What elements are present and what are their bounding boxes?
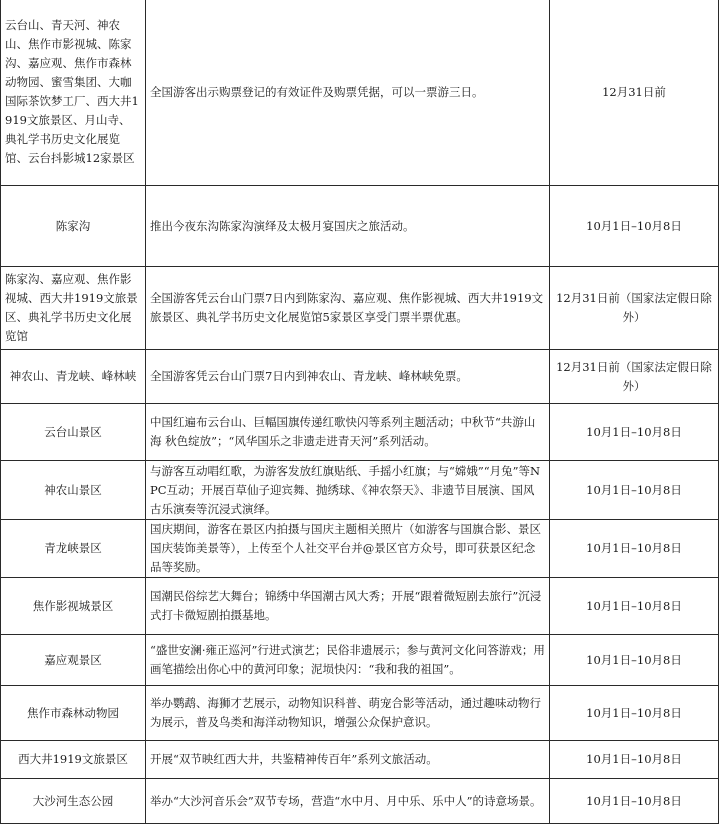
date-cell: 10月1日–10月8日 [550, 578, 719, 635]
table-row [1, 186, 719, 267]
site-cell: 陈家沟 [1, 186, 146, 267]
site-cell: 云台山、青天河、神农山、焦作市影视城、陈家沟、嘉应观、焦作市森林动物园、蜜雪集团、大咖国际茶饮梦工厂、西大井1919文旅景区、月山寺、典礼学书历史文化展览馆、云台抖影城12家景区 [1, 0, 146, 186]
site-cell: 云台山景区 [1, 404, 146, 461]
table-row [1, 520, 719, 578]
site-cell: 焦作影视城景区 [1, 578, 146, 635]
table-row [1, 686, 719, 741]
detail-cell: 国潮民俗综艺大舞台；锦绣中华国潮古风大秀；开展“跟着微短剧去旅行”沉浸式打卡微短剧拍摄基地。 [146, 578, 550, 635]
site-cell: 神农山、青龙峡、峰林峡 [1, 350, 146, 404]
site-cell: 西大井1919文旅景区 [1, 741, 146, 779]
table-row [1, 578, 719, 635]
table-row [1, 741, 719, 779]
date-cell: 12月31日前 [550, 0, 719, 186]
table-row [1, 0, 719, 186]
detail-cell: 开展“双节映红西大井，共鉴精神传百年”系列文旅活动。 [146, 741, 550, 779]
table-row [1, 635, 719, 686]
site-cell: 陈家沟、嘉应观、焦作影视城、西大井1919文旅景区、典礼学书历史文化展览馆 [1, 267, 146, 350]
detail-cell: 全国游客凭云台山门票7日内到神农山、青龙峡、峰林峡免票。 [146, 350, 550, 404]
detail-cell: 中国红遍布云台山、巨幅国旗传递红歌快闪等系列主题活动；中秋节“共游山海 秋色绽放”；“风华国乐之非遗走进青天河”系列活动。 [146, 404, 550, 461]
table-row [1, 461, 719, 520]
detail-cell: 全国游客出示购票登记的有效证件及购票凭据，可以一票游三日。 [146, 0, 550, 186]
site-cell: 嘉应观景区 [1, 635, 146, 686]
site-cell: 焦作市森林动物园 [1, 686, 146, 741]
detail-cell: 与游客互动唱红歌，为游客发放红旗贴纸、手摇小红旗；与“嫦娥”“月兔”等NPC互动；开展百草仙子迎宾舞、抛绣球、《神农祭天》、非遗节目展演、国风古乐演奏等沉浸式演绎。 [146, 461, 550, 520]
detail-cell: 推出今夜东沟陈家沟演绎及太极月宴国庆之旅活动。 [146, 186, 550, 267]
date-cell: 10月1日–10月8日 [550, 779, 719, 824]
table-row [1, 267, 719, 350]
date-cell: 10月1日–10月8日 [550, 635, 719, 686]
site-cell: 神农山景区 [1, 461, 146, 520]
detail-cell: “盛世安澜·雍正巡河”行进式演艺；民俗非遗展示；参与黄河文化问答游戏；用画笔描绘出你心中的黄河印象；泥埙快闪：“我和我的祖国”。 [146, 635, 550, 686]
date-cell: 10月1日–10月8日 [550, 686, 719, 741]
date-cell: 10月1日–10月8日 [550, 741, 719, 779]
detail-cell: 全国游客凭云台山门票7日内到陈家沟、嘉应观、焦作影视城、西大井1919文旅景区、典礼学书历史文化展览馆5家景区享受门票半票优惠。 [146, 267, 550, 350]
table-row [1, 779, 719, 824]
detail-cell: 国庆期间，游客在景区内拍摄与国庆主题相关照片（如游客与国旗合影、景区国庆装饰美景等），上传至个人社交平台并@景区官方众号，即可获景区纪念品等奖励。 [146, 520, 550, 578]
table-row [1, 404, 719, 461]
date-cell: 10月1日–10月8日 [550, 461, 719, 520]
detail-cell: 举办鹦鹉、海狮才艺展示，动物知识科普、萌宠合影等活动，通过趣味动物行为展示，普及鸟类和海洋动物知识，增强公众保护意识。 [146, 686, 550, 741]
date-cell: 10月1日–10月8日 [550, 520, 719, 578]
site-cell: 青龙峡景区 [1, 520, 146, 578]
date-cell: 12月31日前（国家法定假日除外） [550, 350, 719, 404]
date-cell: 12月31日前（国家法定假日除外） [550, 267, 719, 350]
site-cell: 大沙河生态公园 [1, 779, 146, 824]
date-cell: 10月1日–10月8日 [550, 186, 719, 267]
table-row [1, 350, 719, 404]
detail-cell: 举办“大沙河音乐会”双节专场，营造“水中月、月中乐、乐中人”的诗意场景。 [146, 779, 550, 824]
date-cell: 10月1日–10月8日 [550, 404, 719, 461]
